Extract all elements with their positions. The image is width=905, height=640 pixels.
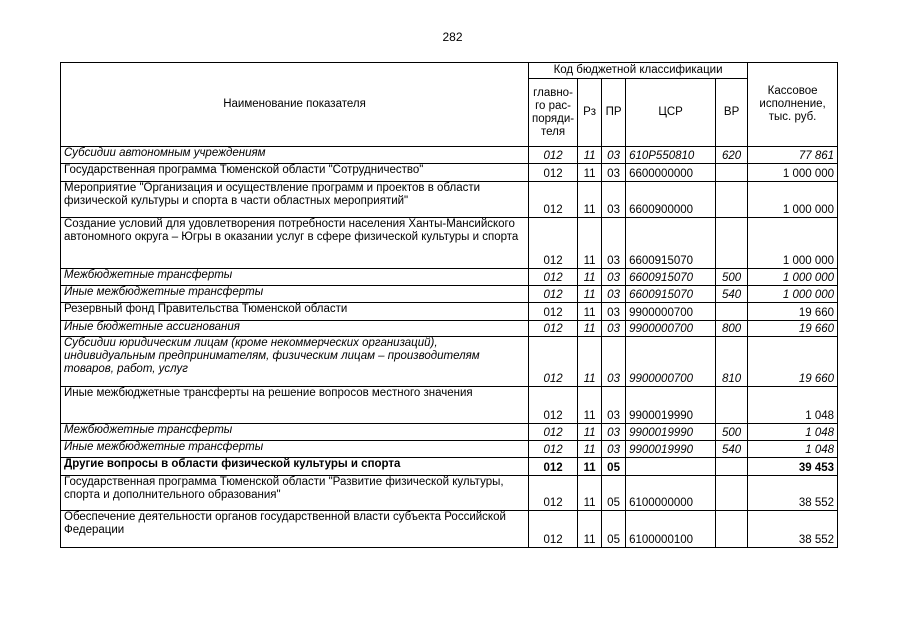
cell-g: 012: [529, 269, 578, 286]
header-name: Наименование показателя: [61, 63, 529, 147]
cell-g: 012: [529, 286, 578, 303]
cell-g: 012: [529, 387, 578, 424]
cell-vr: [716, 164, 748, 182]
cell-csr: 6600900000: [626, 182, 716, 218]
cell-rz: 11: [578, 218, 602, 269]
cell-rz: 11: [578, 182, 602, 218]
table-row: [61, 218, 838, 269]
budget-table: [60, 62, 838, 548]
cell-sum: 19 660: [748, 337, 838, 387]
cell-rz: 11: [578, 387, 602, 424]
table-row: [61, 269, 838, 286]
cell-rz: 11: [578, 458, 602, 476]
cell-csr: 9900000700: [626, 337, 716, 387]
cell-name: Другие вопросы в области физической культуры и спорта: [61, 458, 529, 476]
table-row: [61, 286, 838, 303]
cell-csr: 9900019990: [626, 387, 716, 424]
cell-name: Субсидии автономным учреждениям: [61, 147, 529, 164]
cell-name: Субсидии юридическим лицам (кроме некоммерческих организаций), индивидуальным предпринимателям, физическим лицам – производителям товаров, работ, услуг: [61, 337, 529, 387]
cell-name: Иные межбюджетные трансферты: [61, 286, 529, 303]
cell-rz: 11: [578, 269, 602, 286]
cell-g: 012: [529, 424, 578, 441]
cell-vr: [716, 182, 748, 218]
table-row: [61, 441, 838, 458]
cell-sum: 1 000 000: [748, 286, 838, 303]
header-budget-code-group: Код бюджетной классификации: [529, 63, 748, 79]
cell-pr: 03: [602, 321, 626, 337]
cell-name: Обеспечение деятельности органов государственной власти субъекта Российской Федерации: [61, 511, 529, 548]
cell-rz: 11: [578, 476, 602, 511]
header-vr: ВР: [716, 79, 748, 147]
cell-pr: 03: [602, 337, 626, 387]
cell-pr: 03: [602, 218, 626, 269]
cell-name: Резервный фонд Правительства Тюменской области: [61, 303, 529, 321]
cell-rz: 11: [578, 441, 602, 458]
cell-pr: 03: [602, 147, 626, 164]
cell-name: Государственная программа Тюменской области "Сотрудничество": [61, 164, 529, 182]
cell-pr: 05: [602, 511, 626, 548]
cell-pr: 03: [602, 441, 626, 458]
cell-sum: 1 048: [748, 441, 838, 458]
cell-csr: 6600915070: [626, 269, 716, 286]
cell-rz: 11: [578, 424, 602, 441]
cell-sum: 38 552: [748, 511, 838, 548]
cell-g: 012: [529, 303, 578, 321]
cell-pr: 03: [602, 164, 626, 182]
table-row: [61, 147, 838, 164]
cell-name: Мероприятие "Организация и осуществление программ и проектов в области физической культуры и спорта в части областных мероприятий": [61, 182, 529, 218]
cell-g: 012: [529, 218, 578, 269]
table-row: [61, 458, 838, 476]
cell-vr: 540: [716, 441, 748, 458]
cell-vr: [716, 511, 748, 548]
cell-vr: 540: [716, 286, 748, 303]
cell-g: 012: [529, 147, 578, 164]
cell-vr: [716, 218, 748, 269]
cell-pr: 03: [602, 182, 626, 218]
table-row: [61, 164, 838, 182]
header-csr: ЦСР: [626, 79, 716, 147]
cell-rz: 11: [578, 321, 602, 337]
cell-g: 012: [529, 476, 578, 511]
cell-g: 012: [529, 337, 578, 387]
header-rz: Рз: [578, 79, 602, 147]
cell-csr: 6100000000: [626, 476, 716, 511]
cell-rz: 11: [578, 303, 602, 321]
cell-sum: 1 048: [748, 387, 838, 424]
cell-sum: 38 552: [748, 476, 838, 511]
cell-name: Иные бюджетные ассигнования: [61, 321, 529, 337]
cell-name: Иные межбюджетные трансферты на решение вопросов местного значения: [61, 387, 529, 424]
cell-csr: [626, 458, 716, 476]
cell-rz: 11: [578, 286, 602, 303]
cell-g: 012: [529, 441, 578, 458]
table-body: [61, 147, 838, 548]
cell-pr: 05: [602, 458, 626, 476]
cell-csr: 9900019990: [626, 441, 716, 458]
cell-vr: 500: [716, 269, 748, 286]
cell-name: Межбюджетные трансферты: [61, 269, 529, 286]
cell-sum: 39 453: [748, 458, 838, 476]
cell-g: 012: [529, 458, 578, 476]
table-row: [61, 303, 838, 321]
cell-vr: 800: [716, 321, 748, 337]
cell-csr: 9900000700: [626, 303, 716, 321]
cell-vr: [716, 476, 748, 511]
cell-g: 012: [529, 511, 578, 548]
table-row: [61, 387, 838, 424]
cell-sum: 1 048: [748, 424, 838, 441]
cell-sum: 1 000 000: [748, 218, 838, 269]
cell-sum: 77 861: [748, 147, 838, 164]
cell-vr: 810: [716, 337, 748, 387]
cell-vr: 500: [716, 424, 748, 441]
table-row: [61, 321, 838, 337]
cell-csr: 610Р550810: [626, 147, 716, 164]
cell-pr: 03: [602, 269, 626, 286]
cell-sum: 1 000 000: [748, 269, 838, 286]
table-row: [61, 511, 838, 548]
cell-csr: 6600000000: [626, 164, 716, 182]
cell-g: 012: [529, 182, 578, 218]
table-row: [61, 476, 838, 511]
page-number: 282: [442, 30, 463, 44]
table-row: [61, 337, 838, 387]
cell-csr: 6600915070: [626, 286, 716, 303]
cell-g: 012: [529, 321, 578, 337]
cell-sum: 19 660: [748, 321, 838, 337]
cell-rz: 11: [578, 147, 602, 164]
cell-pr: 03: [602, 424, 626, 441]
cell-csr: 9900000700: [626, 321, 716, 337]
header-pr: ПР: [602, 79, 626, 147]
cell-sum: 1 000 000: [748, 164, 838, 182]
cell-pr: 03: [602, 303, 626, 321]
cell-rz: 11: [578, 337, 602, 387]
cell-rz: 11: [578, 164, 602, 182]
table-row: [61, 424, 838, 441]
cell-vr: [716, 387, 748, 424]
cell-sum: 19 660: [748, 303, 838, 321]
cell-name: Государственная программа Тюменской области "Развитие физической культуры, спорта и дополнительного образования": [61, 476, 529, 511]
cell-vr: [716, 458, 748, 476]
cell-name: Иные межбюджетные трансферты: [61, 441, 529, 458]
cell-vr: 620: [716, 147, 748, 164]
cell-name: Межбюджетные трансферты: [61, 424, 529, 441]
header-cash-execution: Кассовое исполнение, тыс. руб.: [748, 63, 838, 147]
cell-g: 012: [529, 164, 578, 182]
header-main-manager: главно-го рас-поряди-теля: [529, 79, 578, 147]
cell-csr: 6100000100: [626, 511, 716, 548]
cell-vr: [716, 303, 748, 321]
table-row: [61, 182, 838, 218]
cell-pr: 05: [602, 476, 626, 511]
cell-csr: 9900019990: [626, 424, 716, 441]
cell-pr: 03: [602, 286, 626, 303]
cell-name: Создание условий для удовлетворения потребности населения Ханты-Мансийского автономного округа – Югры в оказании услуг в сфере физической культуры и спорта: [61, 218, 529, 269]
header-row-top: [61, 63, 838, 79]
cell-pr: 03: [602, 387, 626, 424]
cell-sum: 1 000 000: [748, 182, 838, 218]
cell-rz: 11: [578, 511, 602, 548]
cell-csr: 6600915070: [626, 218, 716, 269]
